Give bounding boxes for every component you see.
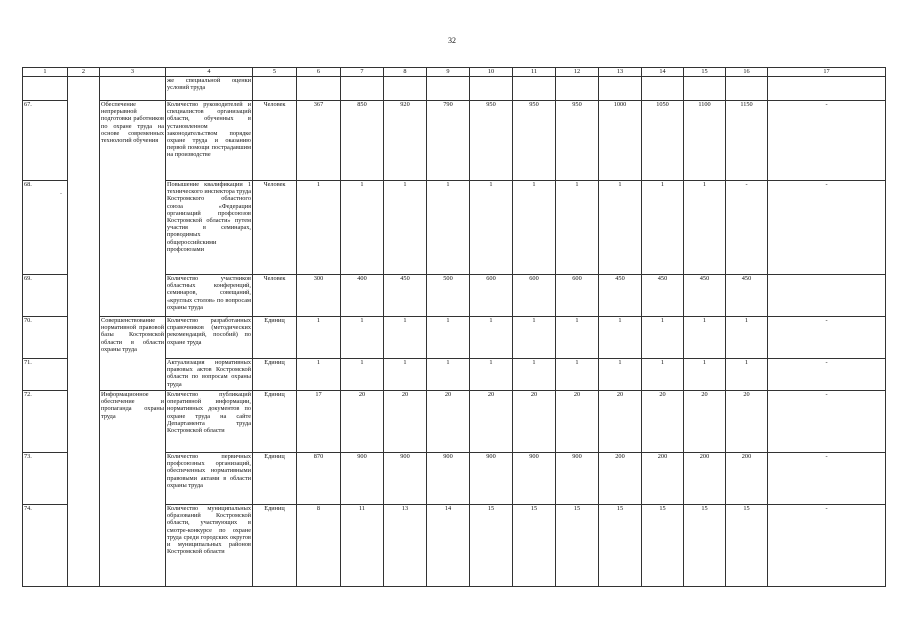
value-cell: 15 — [599, 505, 642, 587]
value-cell: 900 — [556, 453, 599, 505]
goal-cell: Информационное обеспечение и пропаганда охраны труда — [100, 391, 166, 587]
note-cell: - — [768, 505, 886, 587]
value-cell: 600 — [556, 275, 599, 317]
value-cell: 1 — [341, 317, 384, 359]
value-cell: 1 — [341, 181, 384, 275]
column-header: 13 — [599, 68, 642, 77]
column-header: 9 — [427, 68, 470, 77]
continuation-row — [23, 77, 886, 101]
value-cell: 1 — [556, 359, 599, 391]
value-cell: 920 — [384, 101, 427, 181]
column-number-row — [23, 68, 886, 77]
value-cell: 600 — [470, 275, 513, 317]
value-cell: 1 — [427, 317, 470, 359]
value-cell: 900 — [384, 453, 427, 505]
column-header: 17 — [768, 68, 886, 77]
value-cell: 900 — [470, 453, 513, 505]
value-cell: 20 — [513, 391, 556, 453]
value-cell: 15 — [684, 505, 726, 587]
value-cell: 8 — [297, 505, 341, 587]
indicator-cell: Повышение квалификации 1 технического инспектора труда Костромского областного союза «Федерация организаций профсоюзов Костромской области» путем участия в семинарах, проводимых общероссийскими профсоюзами — [166, 181, 253, 275]
value-cell: 20 — [642, 391, 684, 453]
value-cell: 870 — [297, 453, 341, 505]
row-number: 73. — [23, 453, 68, 505]
indicator-cell: Актуализация нормативных правовых актов Костромской области по вопросам охраны труда — [166, 359, 253, 391]
indicator-cell: Количество первичных профсоюзных организаций, обеспеченных нормативными правовыми актами в области охраны труда — [166, 453, 253, 505]
column-header: 4 — [166, 68, 253, 77]
value-cell: 1 — [684, 181, 726, 275]
value-cell: 1100 — [684, 101, 726, 181]
column-header: 5 — [253, 68, 297, 77]
value-cell: 1 — [513, 317, 556, 359]
unit-cell: Человек — [253, 275, 297, 317]
value-cell: 1 — [470, 181, 513, 275]
value-cell: 1150 — [726, 101, 768, 181]
goal-cell: Совершенствование нормативной правовой базы Костромской области в области охраны труда — [100, 317, 166, 391]
note-cell: - — [768, 181, 886, 275]
cell — [23, 77, 68, 101]
column-header: 2 — [68, 68, 100, 77]
column-header: 7 — [341, 68, 384, 77]
value-cell: 1 — [297, 181, 341, 275]
value-cell: 13 — [384, 505, 427, 587]
value-cell: 15 — [556, 505, 599, 587]
value-cell: 1 — [470, 317, 513, 359]
margin-mark: - — [60, 191, 62, 197]
cell — [100, 77, 166, 101]
value-cell: 15 — [470, 505, 513, 587]
value-cell: 600 — [513, 275, 556, 317]
value-cell: 1 — [384, 181, 427, 275]
value-cell: 1 — [513, 181, 556, 275]
note-cell — [768, 275, 886, 317]
row-number: 69. — [23, 275, 68, 317]
value-cell: 20 — [470, 391, 513, 453]
value-cell: 1 — [642, 181, 684, 275]
value-cell: 1 — [297, 359, 341, 391]
value-cell: 20 — [599, 391, 642, 453]
value-cell: 200 — [684, 453, 726, 505]
value-cell: 1 — [470, 359, 513, 391]
cell-col2-spanning — [68, 77, 100, 587]
value-cell: 500 — [427, 275, 470, 317]
value-cell: 200 — [599, 453, 642, 505]
column-header: 8 — [384, 68, 427, 77]
value-cell: 1 — [599, 317, 642, 359]
value-cell: 1 — [297, 317, 341, 359]
column-header: 11 — [513, 68, 556, 77]
value-cell: 17 — [297, 391, 341, 453]
row-number: 71. — [23, 359, 68, 391]
unit-cell: Человек — [253, 181, 297, 275]
row-number: 68. — [23, 181, 68, 275]
note-cell: - — [768, 359, 886, 391]
table-row — [23, 101, 886, 181]
value-cell: 20 — [341, 391, 384, 453]
unit-cell: Единиц — [253, 505, 297, 587]
column-header: 1 — [23, 68, 68, 77]
value-cell: 20 — [726, 391, 768, 453]
value-cell: 15 — [642, 505, 684, 587]
value-cell: 450 — [599, 275, 642, 317]
table-row — [23, 391, 886, 453]
value-cell: 900 — [427, 453, 470, 505]
value-cell: 1 — [513, 359, 556, 391]
value-cell: 20 — [556, 391, 599, 453]
value-cell: 300 — [297, 275, 341, 317]
value-cell: 1 — [556, 317, 599, 359]
unit-cell: Единиц — [253, 391, 297, 453]
value-cell: 1050 — [642, 101, 684, 181]
row-number: 67. — [23, 101, 68, 181]
value-cell: 1 — [427, 359, 470, 391]
value-cell: 1 — [684, 359, 726, 391]
indicators-table — [22, 67, 886, 587]
indicator-cell: Количество публикаций оперативной информации, нормативных документов по охране труда на сайте Департамента труда Костромской области — [166, 391, 253, 453]
value-cell: 200 — [726, 453, 768, 505]
value-cell: 15 — [513, 505, 556, 587]
value-cell: 950 — [513, 101, 556, 181]
column-header: 16 — [726, 68, 768, 77]
value-cell: 1 — [384, 359, 427, 391]
note-cell: - — [768, 453, 886, 505]
value-cell: 200 — [642, 453, 684, 505]
value-cell: 450 — [684, 275, 726, 317]
value-cell: 1 — [384, 317, 427, 359]
value-cell: 850 — [341, 101, 384, 181]
value-cell: 20 — [684, 391, 726, 453]
column-header: 6 — [297, 68, 341, 77]
value-cell: 1 — [341, 359, 384, 391]
column-header: 14 — [642, 68, 684, 77]
value-cell: 20 — [427, 391, 470, 453]
column-header: 10 — [470, 68, 513, 77]
row-number: 72. — [23, 391, 68, 453]
value-cell: 900 — [513, 453, 556, 505]
table-row — [23, 317, 886, 359]
value-cell: 790 — [427, 101, 470, 181]
continuation-text: же специальной оценки условий труда — [166, 77, 253, 101]
value-cell: 15 — [726, 505, 768, 587]
value-cell: 1000 — [599, 101, 642, 181]
value-cell: 900 — [341, 453, 384, 505]
unit-cell: Единиц — [253, 359, 297, 391]
page-number: 32 — [448, 36, 456, 45]
row-number: 70. — [23, 317, 68, 359]
value-cell: 1 — [726, 317, 768, 359]
indicator-cell: Количество муниципальных образований Костромской области, участвующих в смотре-конкурсе по охране труда среди городских округов и муниципальных районов Костромской области — [166, 505, 253, 587]
column-header: 3 — [100, 68, 166, 77]
note-cell: - — [768, 101, 886, 181]
value-cell: 1 — [427, 181, 470, 275]
note-cell: - — [768, 391, 886, 453]
indicator-cell: Количество руководителей и специалистов организаций области, обученных в установленном законодательством порядке охране труда и оказанию первой помощи пострадавшим на производстве — [166, 101, 253, 181]
goal-cell: Обеспечение непрерывной подготовки работников по охране труда на основе современных технологий обучения — [100, 101, 166, 317]
value-cell: 1 — [642, 359, 684, 391]
row-number: 74. — [23, 505, 68, 587]
column-header: 12 — [556, 68, 599, 77]
value-cell: 11 — [341, 505, 384, 587]
indicator-cell: Количество разработанных справочников (методических рекомендаций, пособий) по охране труда — [166, 317, 253, 359]
column-header: 15 — [684, 68, 726, 77]
value-cell: 1 — [684, 317, 726, 359]
value-cell: 1 — [599, 181, 642, 275]
note-cell: - — [768, 317, 886, 359]
unit-cell: Единиц — [253, 317, 297, 359]
value-cell: 950 — [470, 101, 513, 181]
value-cell: 950 — [556, 101, 599, 181]
value-cell: 1 — [556, 181, 599, 275]
value-cell: 1 — [642, 317, 684, 359]
value-cell: 14 — [427, 505, 470, 587]
unit-cell: Единиц — [253, 453, 297, 505]
value-cell: 1 — [726, 359, 768, 391]
value-cell: 20 — [384, 391, 427, 453]
value-cell: 400 — [341, 275, 384, 317]
value-cell: 450 — [384, 275, 427, 317]
value-cell: 1 — [599, 359, 642, 391]
value-cell: 450 — [642, 275, 684, 317]
value-cell: 367 — [297, 101, 341, 181]
value-cell: - — [726, 181, 768, 275]
indicator-cell: Количество участников областных конференций, семинаров, совещаний, «круглых столов» по вопросам охраны труда — [166, 275, 253, 317]
value-cell: 450 — [726, 275, 768, 317]
unit-cell: Человек — [253, 101, 297, 181]
